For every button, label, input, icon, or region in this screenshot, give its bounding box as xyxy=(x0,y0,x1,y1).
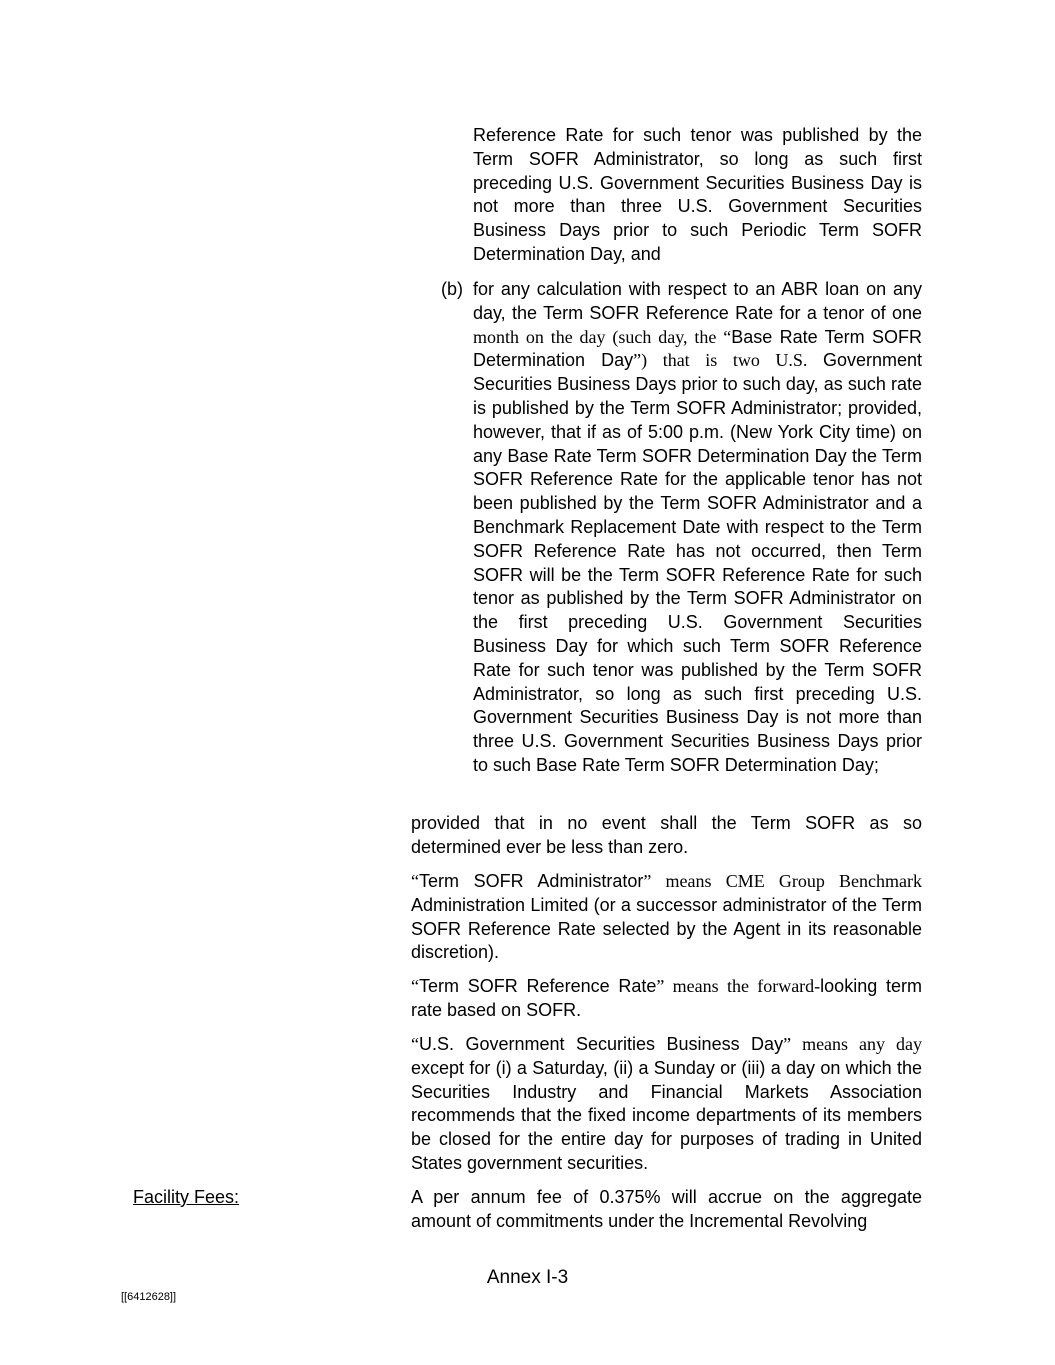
close-quote: ” xyxy=(783,1034,792,1054)
para-a-continuation: Reference Rate for such tenor was published by the Term SOFR Administrator, so long as such first preceding U.S. Government Securities Business Day is not more than three U.S. Government Securities Business Days prior to such Periodic Term SOFR Determination Day, and xyxy=(473,125,922,264)
facility-fees-text: A per annum fee of 0.375% will accrue on the aggregate amount of commitments under the Incremental Revolving xyxy=(411,1187,922,1231)
clause-b-label: (b) xyxy=(441,279,463,299)
open-quote: “ xyxy=(411,871,419,891)
document-id: [[6412628]] xyxy=(121,1291,177,1303)
defined-term: U.S. Government Securities Business Day xyxy=(419,1034,784,1054)
close-quote: ” xyxy=(643,871,652,891)
page-footer-label: Annex I-3 xyxy=(486,1267,569,1288)
para-b-term: Base Rate Term SOFR Determination Day xyxy=(473,326,922,371)
proviso-paragraph: provided that in no event shall the Term SOFR as so determined ever be less than zero. xyxy=(411,813,922,857)
para-b-text-2: Government Securities Business Days prior to such day, as such rate is published by the Term SOFR Administrator; provided, however, that if as of 5:00 p.m. (New York City time) on any Base Rate Term SOFR Determination Day the Term SOFR Reference Rate for the applicable tenor has not been published by the Term SOFR Administrator and a Benchmark Replacement Date with respect to the Term SOFR Reference Rate has not occurred, then Term SOFR will be the Term SOFR Reference Rate for such tenor as published by the Term SOFR Administrator on the first preceding U.S. Government Securities Business Day for which such Term SOFR Reference Rate for such tenor was published by the Term SOFR Administrator, so long as such first preceding U.S. Government Securities Business Day is not more than three U.S. Government Securities Business Days prior to such Base Rate Term SOFR Determination Day; xyxy=(473,350,923,775)
definition-serif-text: means any day xyxy=(791,1034,922,1054)
definition-text: looking term rate based on SOFR. xyxy=(411,976,922,1020)
para-b-text-1: for any calculation with respect to an ABR loan on any day, the Term SOFR Reference Rate for a tenor of one xyxy=(473,279,922,323)
open-quote: “ xyxy=(411,976,419,996)
para-b xyxy=(473,278,922,778)
open-quote: “ xyxy=(411,1034,419,1054)
para-b-serif-1: month on the day (such day, the “ xyxy=(473,326,732,347)
definition-text: Administration Limited (or a successor administrator of the Term SOFR Reference Rate selected by the Agent in its reasonable discretion). xyxy=(411,894,922,963)
definition-term-sofr-reference-rate xyxy=(411,975,922,1023)
definition-text: except for (i) a Saturday, (ii) a Sunday or (iii) a day on which the Securities Industry and Financial Markets Association recommends that the fixed income departments of its members be closed for the entire day for purposes of trading in United States government securities. xyxy=(411,1057,922,1173)
defined-term: Term SOFR Reference Rate xyxy=(419,976,657,996)
facility-fees-label: Facility Fees: xyxy=(133,1187,240,1207)
para-b-serif-2: ”) that is two U.S. xyxy=(633,350,823,371)
definition-serif-text: means CME Group Benchmark xyxy=(651,871,922,891)
close-quote: ” xyxy=(656,976,665,996)
definition-us-government-securities-business-day xyxy=(411,1033,922,1176)
definition-serif-text: means the forward- xyxy=(664,976,821,996)
defined-term: Term SOFR Administrator xyxy=(419,871,644,891)
definition-term-sofr-administrator xyxy=(411,870,922,965)
